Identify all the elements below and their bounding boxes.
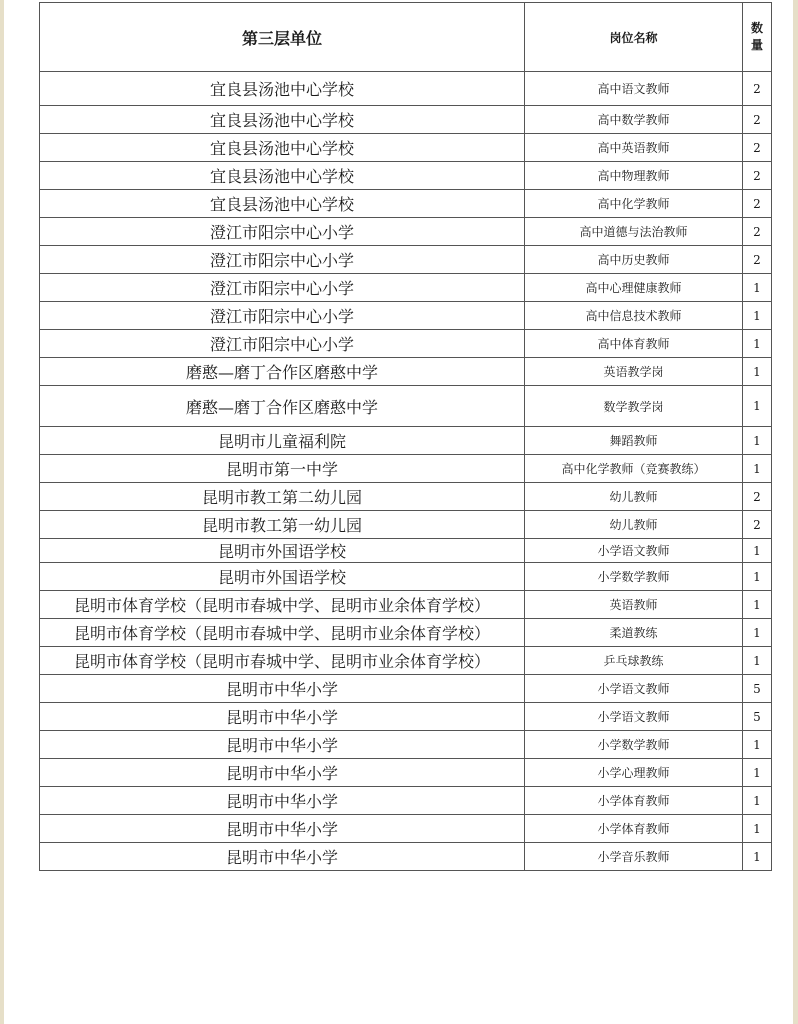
cell-position: 小学数学教师	[525, 563, 743, 591]
cell-count: 5	[743, 675, 772, 703]
table-row	[40, 386, 772, 427]
cell-position: 英语教师	[525, 591, 743, 619]
cell-count: 1	[743, 358, 772, 386]
cell-count: 1	[743, 302, 772, 330]
table-row	[40, 675, 772, 703]
table-row	[40, 703, 772, 731]
cell-count: 1	[743, 787, 772, 815]
table-row	[40, 511, 772, 539]
cell-position: 小学体育教师	[525, 815, 743, 843]
table-row	[40, 134, 772, 162]
header-unit: 第三层单位	[40, 3, 525, 72]
cell-count: 1	[743, 539, 772, 563]
cell-unit: 澄江市阳宗中心小学	[40, 246, 525, 274]
cell-position: 小学数学教师	[525, 731, 743, 759]
cell-count: 1	[743, 591, 772, 619]
table-row	[40, 427, 772, 455]
cell-position: 高中物理教师	[525, 162, 743, 190]
cell-position: 高中体育教师	[525, 330, 743, 358]
cell-count: 1	[743, 386, 772, 427]
cell-unit: 昆明市体育学校（昆明市春城中学、昆明市业余体育学校）	[40, 647, 525, 675]
header-count-line1: 数	[750, 21, 763, 35]
cell-position: 小学语文教师	[525, 703, 743, 731]
cell-count: 1	[743, 647, 772, 675]
cell-unit: 昆明市体育学校（昆明市春城中学、昆明市业余体育学校）	[40, 619, 525, 647]
header-position: 岗位名称	[525, 3, 743, 72]
cell-count: 1	[743, 274, 772, 302]
table-row	[40, 563, 772, 591]
table-row	[40, 455, 772, 483]
cell-unit: 昆明市中华小学	[40, 703, 525, 731]
cell-unit: 昆明市外国语学校	[40, 539, 525, 563]
cell-position: 高中化学教师	[525, 190, 743, 218]
table-row	[40, 591, 772, 619]
table-row	[40, 731, 772, 759]
cell-count: 1	[743, 815, 772, 843]
cell-position: 高中语文教师	[525, 72, 743, 106]
page-edge-right	[793, 0, 798, 1024]
cell-position: 高中英语教师	[525, 134, 743, 162]
table-row	[40, 843, 772, 871]
cell-position: 英语教学岗	[525, 358, 743, 386]
cell-count: 1	[743, 759, 772, 787]
table-row	[40, 787, 772, 815]
cell-position: 小学音乐教师	[525, 843, 743, 871]
cell-position: 高中历史教师	[525, 246, 743, 274]
table-row	[40, 619, 772, 647]
cell-count: 2	[743, 134, 772, 162]
cell-unit: 昆明市儿童福利院	[40, 427, 525, 455]
cell-unit: 昆明市外国语学校	[40, 563, 525, 591]
cell-position: 柔道教练	[525, 619, 743, 647]
cell-unit: 澄江市阳宗中心小学	[40, 302, 525, 330]
cell-unit: 澄江市阳宗中心小学	[40, 274, 525, 302]
cell-unit: 磨憨—磨丁合作区磨憨中学	[40, 358, 525, 386]
cell-position: 小学心理教师	[525, 759, 743, 787]
cell-count: 5	[743, 703, 772, 731]
cell-unit: 昆明市中华小学	[40, 843, 525, 871]
cell-unit: 宜良县汤池中心学校	[40, 106, 525, 134]
table-row	[40, 106, 772, 134]
cell-count: 1	[743, 619, 772, 647]
table-row	[40, 218, 772, 246]
cell-unit: 昆明市中华小学	[40, 759, 525, 787]
cell-count: 1	[743, 427, 772, 455]
header-count-line2: 量	[750, 38, 763, 52]
cell-position: 小学语文教师	[525, 539, 743, 563]
cell-count: 2	[743, 511, 772, 539]
cell-count: 2	[743, 190, 772, 218]
table-row	[40, 759, 772, 787]
cell-unit: 昆明市中华小学	[40, 675, 525, 703]
page-edge-left	[0, 0, 4, 1024]
table-row	[40, 274, 772, 302]
cell-count: 1	[743, 455, 772, 483]
cell-unit: 昆明市中华小学	[40, 815, 525, 843]
cell-unit: 宜良县汤池中心学校	[40, 190, 525, 218]
cell-unit: 宜良县汤池中心学校	[40, 162, 525, 190]
cell-unit: 宜良县汤池中心学校	[40, 134, 525, 162]
table-row	[40, 72, 772, 106]
cell-position: 高中化学教师（竞赛教练）	[525, 455, 743, 483]
cell-count: 2	[743, 72, 772, 106]
cell-unit: 昆明市教工第二幼儿园	[40, 483, 525, 511]
cell-unit: 磨憨—磨丁合作区磨憨中学	[40, 386, 525, 427]
cell-count: 2	[743, 106, 772, 134]
cell-unit: 澄江市阳宗中心小学	[40, 330, 525, 358]
cell-position: 乒乓球教练	[525, 647, 743, 675]
table-row	[40, 647, 772, 675]
table-row	[40, 330, 772, 358]
cell-unit: 昆明市中华小学	[40, 731, 525, 759]
cell-count: 1	[743, 563, 772, 591]
cell-unit: 昆明市中华小学	[40, 787, 525, 815]
cell-position: 幼儿教师	[525, 511, 743, 539]
cell-unit: 昆明市体育学校（昆明市春城中学、昆明市业余体育学校）	[40, 591, 525, 619]
cell-count: 1	[743, 731, 772, 759]
table-row	[40, 358, 772, 386]
cell-position: 舞蹈教师	[525, 427, 743, 455]
table-row	[40, 246, 772, 274]
table-row	[40, 539, 772, 563]
cell-position: 高中数学教师	[525, 106, 743, 134]
cell-position: 小学语文教师	[525, 675, 743, 703]
cell-position: 数学教学岗	[525, 386, 743, 427]
table-row	[40, 815, 772, 843]
cell-position: 小学体育教师	[525, 787, 743, 815]
cell-unit: 昆明市教工第一幼儿园	[40, 511, 525, 539]
cell-unit: 澄江市阳宗中心小学	[40, 218, 525, 246]
cell-unit: 昆明市第一中学	[40, 455, 525, 483]
table-header-row	[40, 3, 772, 72]
table-row	[40, 483, 772, 511]
table-row	[40, 302, 772, 330]
cell-position: 高中道德与法治教师	[525, 218, 743, 246]
header-count	[743, 3, 772, 72]
cell-position: 幼儿教师	[525, 483, 743, 511]
cell-position: 高中心理健康教师	[525, 274, 743, 302]
cell-count: 2	[743, 246, 772, 274]
recruitment-table	[39, 2, 772, 871]
cell-count: 2	[743, 162, 772, 190]
table-row	[40, 190, 772, 218]
cell-count: 2	[743, 218, 772, 246]
cell-count: 1	[743, 843, 772, 871]
table-row	[40, 162, 772, 190]
cell-count: 1	[743, 330, 772, 358]
cell-unit: 宜良县汤池中心学校	[40, 72, 525, 106]
cell-position: 高中信息技术教师	[525, 302, 743, 330]
cell-count: 2	[743, 483, 772, 511]
